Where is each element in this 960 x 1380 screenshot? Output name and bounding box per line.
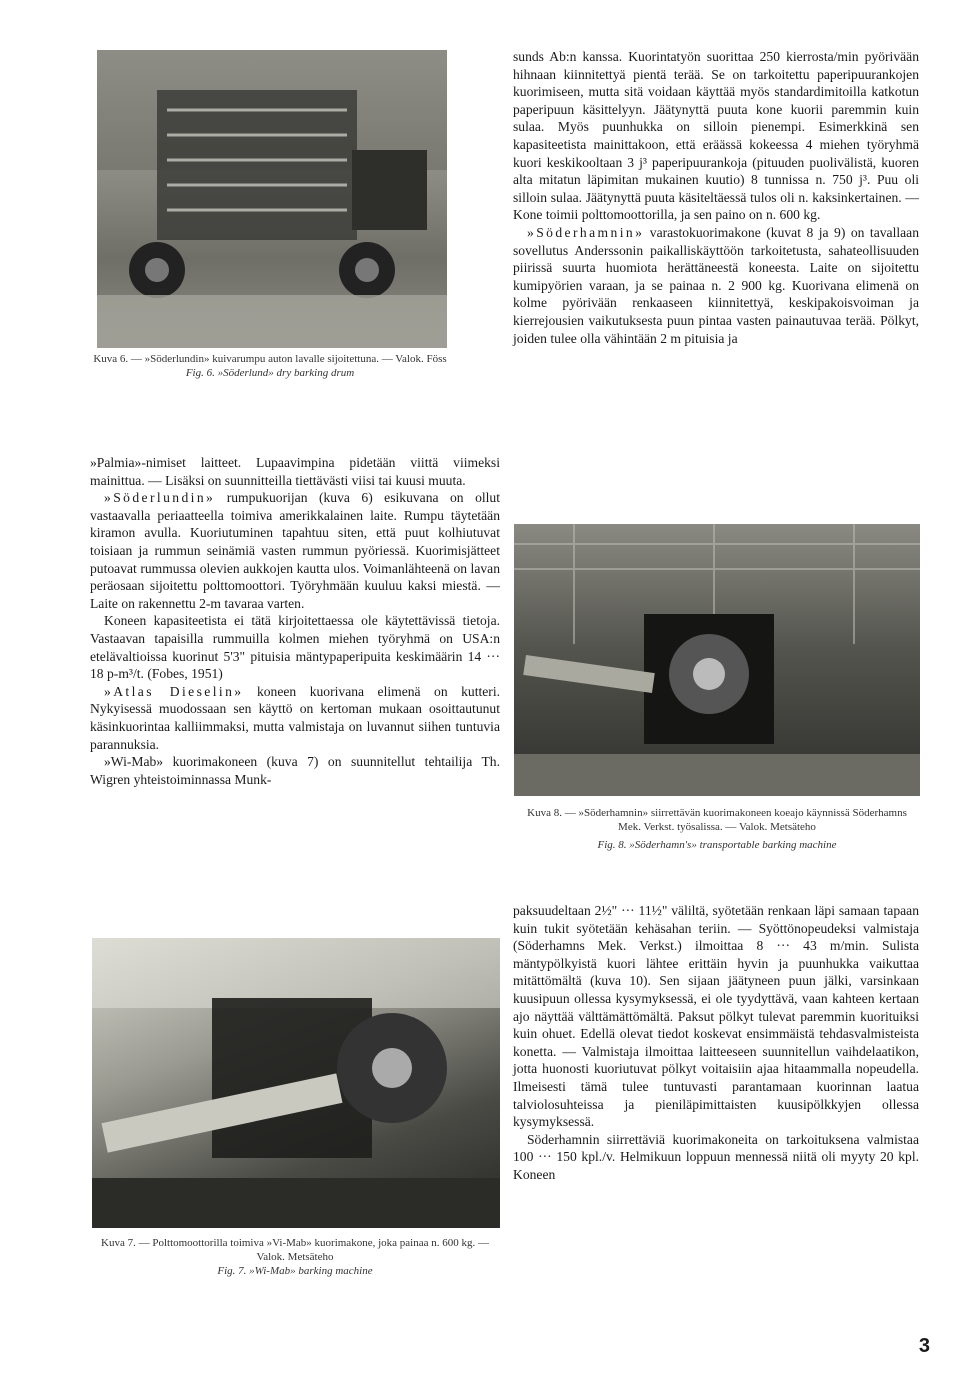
figure-8-caption-en: Fig. 8. »Söderhamn's» transportable barking machine [597, 839, 837, 851]
figure-6-caption [90, 352, 450, 380]
right-bottom-paragraph-2: Söderhamnin siirrettäviä kuorimakoneita on tarkoituksena valmistaa 100 ··· 150 kpl./v. Helmikuun loppuun mennessä niitä oli myyty 20 kpl. Koneen [513, 1131, 919, 1182]
figure-7-photo [92, 938, 500, 1228]
right-text-column-bottom [513, 902, 919, 1184]
left-paragraph-4 [90, 683, 500, 753]
figure-6-photo [97, 50, 447, 348]
left-text-column [90, 454, 500, 788]
left-paragraph-4-text: koneen kuorivana elimenä on kutteri. Nykyisessä muodossaan sen käyttö on kertoman mukaan osoittautunut käsinkuorintaa kalliimmaksi, mutta valmistaja on luvannut siihen tuntuvia parannuksia. [90, 683, 501, 752]
soderhamn-name: »Söderhamnin» [527, 224, 645, 240]
soderlund-name: »Söderlundin» [104, 490, 216, 506]
left-paragraph-5: »Wi-Mab» kuorimakoneen (kuva 7) on suunnitellut tehtailija Th. Wigren yhteistoiminnassa Munk- [90, 754, 500, 787]
figure-7-caption-fi: Kuva 7. — Polttomoottorilla toimiva »Vi-Mab» kuorimakone, joka painaa n. 600 kg. — Valok. Metsäteho [101, 1237, 489, 1263]
figure-7-caption [90, 1236, 500, 1278]
figure-6-caption-fi: Kuva 6. — »Söderlundin» kuivarumpu auton lavalle sijoitettuna. — Valok. Föss [93, 353, 447, 365]
right-paragraph-2-text: varastokuorimakone (kuvat 8 ja 9) on tavallaan sovellutus Anderssonin paikalliskäyttöön tarkoitetusta, sahateollisuuden piirissä suurta huomiota herättäneestä koneesta. Laite on sijoitettu kumipyörien varaan, ja se painaa n. 2 900 kg. Kuorivana elimenä on kolme pyörivään renkaaseen kiinnitettyä, keskipakoisvoiman ja kierrejousien vaikutuksesta puun pintaa vasten painautuvaa terää. Pölkyt, joiden tulee olla vähintään 2 m pituisia ja [513, 224, 919, 346]
figure-6-caption-en: Fig. 6. »Söderlund» dry barking drum [185, 367, 355, 379]
left-paragraph-2-text: rumpukuorijan (kuva 6) esikuvana on ollut vastaavalla periaatteella toimiva amerikkalainen laite. Rumpu täytetään kiramon avulla. Kuoriutuminen tapahtuu siten, että puut kolhiutuvat toisiaan ja rummun seinämiä vasten rummun pyöriessä. Kuorimisjätteet putoavat rummussa olevien aukkojen kautta ulos. Voimanlähteenä on lavan peräosaan sijoitettu polttomoottori. Työryhmään kuuluu kaksi miestä. — Laite on rakennettu 2-m tavaraa varten. [90, 490, 500, 611]
figure-7-caption-en: Fig. 7. »Wi-Mab» barking machine [217, 1265, 373, 1277]
left-paragraph-3: Koneen kapasiteetista ei tätä kirjoitettaessa ole käytettävissä tietoja. Vastaavan tapaisilla rummuilla kolmen miehen työryhmä on USA:n etelävaltioissa kuorinut 5'3" pituisia mäntypaperipuita keskimäärin 14 ··· 18 p-m³/t. (Fobes, 1951) [90, 613, 500, 682]
figure-8-photo [514, 524, 920, 796]
left-paragraph-1: »Palmia»-nimiset laitteet. Lupaavimpina pidetään viittä viimeksi mainittua. — Lisäksi on suunnitteilla tiettävästi viisi tai kuusi muuta. [90, 455, 500, 488]
figure-8-caption-fi: Kuva 8. — »Söderhamnin» siirrettävän kuorimakoneen koeajo käynnissä Söderhamns Mek. Verkst. työsalissa. — Valok. Metsäteho [527, 807, 907, 833]
figure-8-caption [516, 806, 918, 852]
right-paragraph-1: sunds Ab:n kanssa. Kuorintatyön suorittaa 250 kierrosta/min pyörivään hihnaan kiinnitettyä pientä terää. Se on tarkoitettu paperipuurankojen kuorimiseen, mutta sitä voidaan käyttää myös standardimitoilla katkotun paperipuun käsittelyyn. Jäätynyttä puuta kone kuorii paremmin kuin sulaa. Myös puunhukka on silloin pienempi. Esimerkkinä sen kapasiteetista mainittakoon, että eräässä kokeessa 4 miehen työryhmä kuori keskikooltaan 3 j³ paperipuurankoja (pituuden puolivälistä, kuoren alta mitatun läpimitan mukainen kuutio) 8 tunnissa n. 750 j³. Puu oli silloin sulaa. Jäätynyttä puuta käsiteltäessä tulos oli n. kaksinkertainen. — Kone toimii polttomoottorilla, ja sen paino on n. 600 kg. [513, 49, 919, 223]
page-number: 3 [918, 1335, 930, 1357]
right-text-column-top [513, 48, 919, 347]
atlas-diesel-name: »Atlas Dieselin» [104, 683, 244, 699]
right-bottom-paragraph-1: paksuudeltaan 2½" ··· 11½" väliltä, syötetään renkaan läpi samaan tapaan kuin tukit syötetään kehäsahan teriin. — Syöttönopeudeksi valmistaja (Söderhamns Mek. Verkst.) ilmoittaa 8 ··· 43 m/min. Sulista mäntypölkyistä kuori lähtee erittäin hyvin ja puunhukka vaikuttaa mitättömältä (kuva 10). Sen sijaan jäätyneen puun jälki, varsinkaan kuusipuun ollessa kysymyksessä, ei ole tyydyttävä, vaan kahteen kertaan ajo näyttää välttämättömältä. Paksut pölkyt tulevat paremmin kuorituiksi kuin ohuet. Edellä olevat tiedot koskevat ensimmäistä tehdasvalmisteista konetta. — Valmistaja ilmoittaa laitteeseen suunnitellun vaihdelaatikon, jotta huonosti kuoriutuvat pölkyt voitaisiin ajaa hitaammalla nopeudella. Ilmeisesti tämä tulee tuntuvasti parantamaan kuorinnan laatua talviolosuhteissa ja pieniläpimittaisten kuusipölkkyjen ollessa kysymyksessä. [513, 903, 919, 1130]
left-paragraph-2 [90, 489, 500, 612]
right-paragraph-2 [513, 224, 919, 347]
